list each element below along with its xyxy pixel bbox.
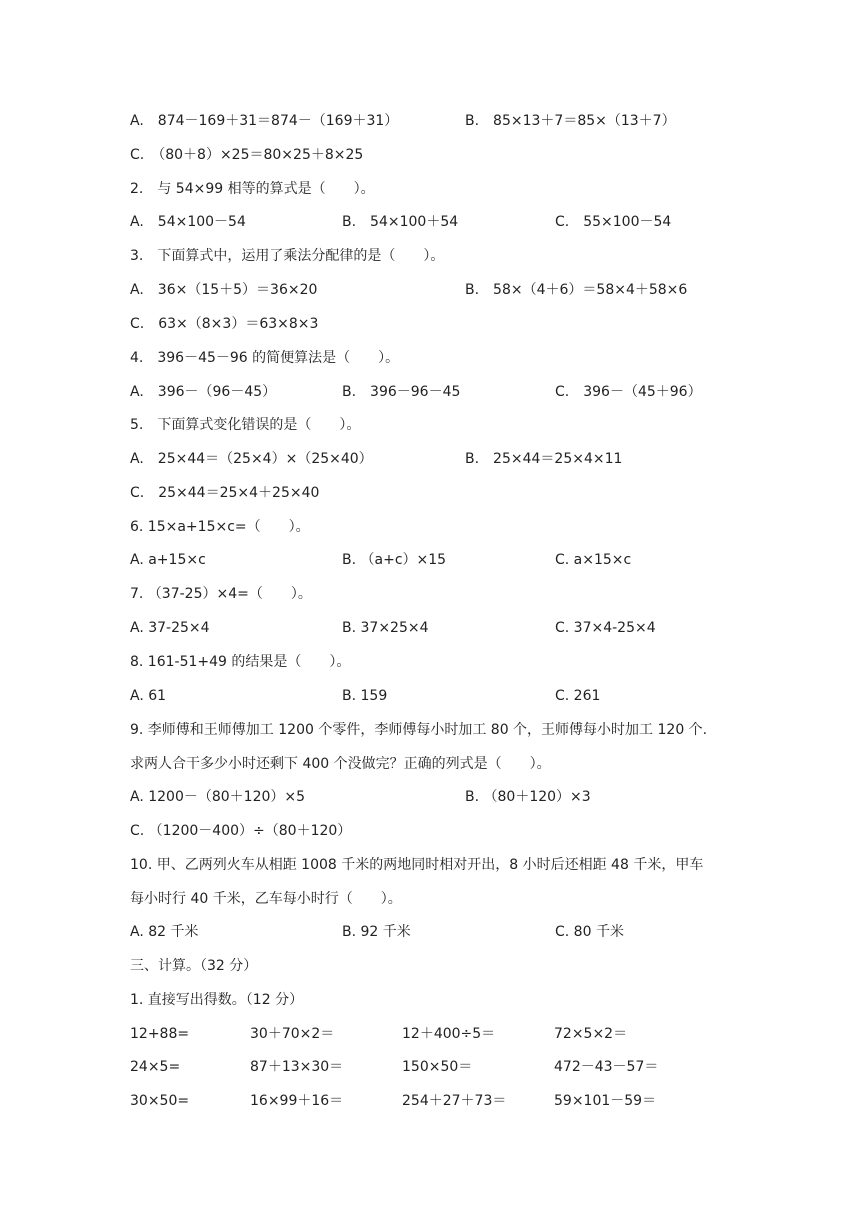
question-text: 7. （37-25）×4=（ ）。: [130, 586, 312, 602]
text-line: [130, 651, 780, 673]
option-item: 72×5×2＝: [554, 1026, 628, 1042]
text-line: [130, 279, 780, 301]
text-line: [130, 989, 780, 1011]
question-text: 5. 下面算式变化错误的是（ ）。: [130, 417, 361, 433]
question-text: 2. 与 54×99 相等的算式是（ ）。: [130, 181, 375, 197]
text-line: [130, 617, 780, 639]
question-text: C. 63×（8×3）＝63×8×3: [130, 316, 319, 332]
question-text: C. 25×44＝25×4＋25×40: [130, 485, 320, 501]
question-text: 10. 甲、乙两列火车从相距 1008 千米的两地同时相对开出，8 小时后还相距 48 千米，甲车: [130, 857, 704, 873]
option-item: 30×50=: [130, 1093, 190, 1109]
question-text: 求两人合干多少小时还剩下 400 个没做完？正确的列式是（ ）。: [130, 756, 551, 772]
text-line: [130, 1090, 780, 1112]
text-line: [130, 347, 780, 369]
option-item: B. 159: [342, 688, 388, 704]
option-item: B. 58×（4＋6）＝58×4＋58×6: [465, 282, 688, 298]
option-item: A. 1200－（80＋120）×5: [130, 789, 306, 805]
text-line: [130, 854, 780, 876]
text-line: [130, 719, 780, 741]
option-item: 472－43－57＝: [554, 1059, 659, 1075]
text-line: [130, 921, 780, 943]
text-line: [130, 888, 780, 910]
text-line: [130, 313, 780, 335]
option-item: A. 874－169＋31＝874－（169＋31）: [130, 113, 399, 129]
text-line: [130, 583, 780, 605]
question-text: 9. 李师傅和王师傅加工 1200 个零件，李师傅每小时加工 80 个，王师傅每小时加工 120 个.: [130, 722, 708, 738]
text-line: [130, 414, 780, 436]
question-text: 4. 396－45－96 的简便算法是（ ）。: [130, 350, 400, 366]
option-item: 87＋13×30＝: [250, 1059, 344, 1075]
option-item: A. 54×100－54: [130, 214, 246, 230]
option-item: B. （80＋120）×3: [465, 789, 591, 805]
text-line: [130, 516, 780, 538]
text-line: [130, 1023, 780, 1045]
question-text: C. （1200－400）÷（80＋120）: [130, 823, 352, 839]
option-item: 12+88=: [130, 1026, 190, 1042]
text-line: [130, 549, 780, 571]
question-text: 3. 下面算式中，运用了乘法分配律的是（ ）。: [130, 248, 445, 264]
option-item: 150×50＝: [402, 1059, 473, 1075]
text-line: [130, 448, 780, 470]
option-item: B. 85×13＋7＝85×（13＋7）: [465, 113, 676, 129]
option-item: C. 261: [555, 688, 601, 704]
option-item: C. 37×4-25×4: [555, 620, 656, 636]
option-item: 12＋400÷5＝: [402, 1026, 496, 1042]
text-line: [130, 685, 780, 707]
option-item: A. 396－（96－45）: [130, 384, 277, 400]
text-line: [130, 381, 780, 403]
option-item: A. a+15×c: [130, 552, 206, 568]
option-item: B. 396－96－45: [342, 384, 461, 400]
option-item: A. 25×44＝（25×4）×（25×40）: [130, 451, 373, 467]
option-item: A. 82 千米: [130, 924, 199, 940]
text-line: [130, 178, 780, 200]
option-item: C. 55×100－54: [555, 214, 672, 230]
question-text: 1. 直接写出得数。（12 分）: [130, 992, 304, 1008]
question-text: C. （80＋8）×25＝80×25＋8×25: [130, 147, 364, 163]
option-item: 16×99＋16＝: [250, 1093, 344, 1109]
option-item: 59×101－59＝: [554, 1093, 657, 1109]
text-line: [130, 245, 780, 267]
option-item: 30＋70×2＝: [250, 1026, 335, 1042]
option-item: A. 61: [130, 688, 167, 704]
text-line: [130, 482, 780, 504]
option-item: 254＋27＋73＝: [402, 1093, 507, 1109]
option-item: C. a×15×c: [555, 552, 632, 568]
question-text: 8. 161-51+49 的结果是（ ）。: [130, 654, 351, 670]
option-item: A. 37-25×4: [130, 620, 210, 636]
option-item: B. 25×44＝25×4×11: [465, 451, 623, 467]
text-line: [130, 820, 780, 842]
question-text: 6. 15×a+15×c=（ ）。: [130, 519, 310, 535]
option-item: A. 36×（15＋5）＝36×20: [130, 282, 318, 298]
text-line: [130, 144, 780, 166]
option-item: C. 396－（45＋96）: [555, 384, 702, 400]
text-line: [130, 786, 780, 808]
question-text: 三、计算。（32 分）: [130, 958, 258, 974]
option-item: 24×5=: [130, 1059, 181, 1075]
option-item: B. 54×100＋54: [342, 214, 459, 230]
question-text: 每小时行 40 千米，乙车每小时行（ ）。: [130, 891, 402, 907]
text-line: [130, 753, 780, 775]
text-line: [130, 211, 780, 233]
option-item: B. 37×25×4: [342, 620, 429, 636]
text-line: [130, 110, 780, 132]
option-item: B. 92 千米: [342, 924, 411, 940]
text-line: [130, 955, 780, 977]
text-line: [130, 1056, 780, 1078]
option-item: B. （a+c）×15: [342, 552, 447, 568]
option-item: C. 80 千米: [555, 924, 624, 940]
